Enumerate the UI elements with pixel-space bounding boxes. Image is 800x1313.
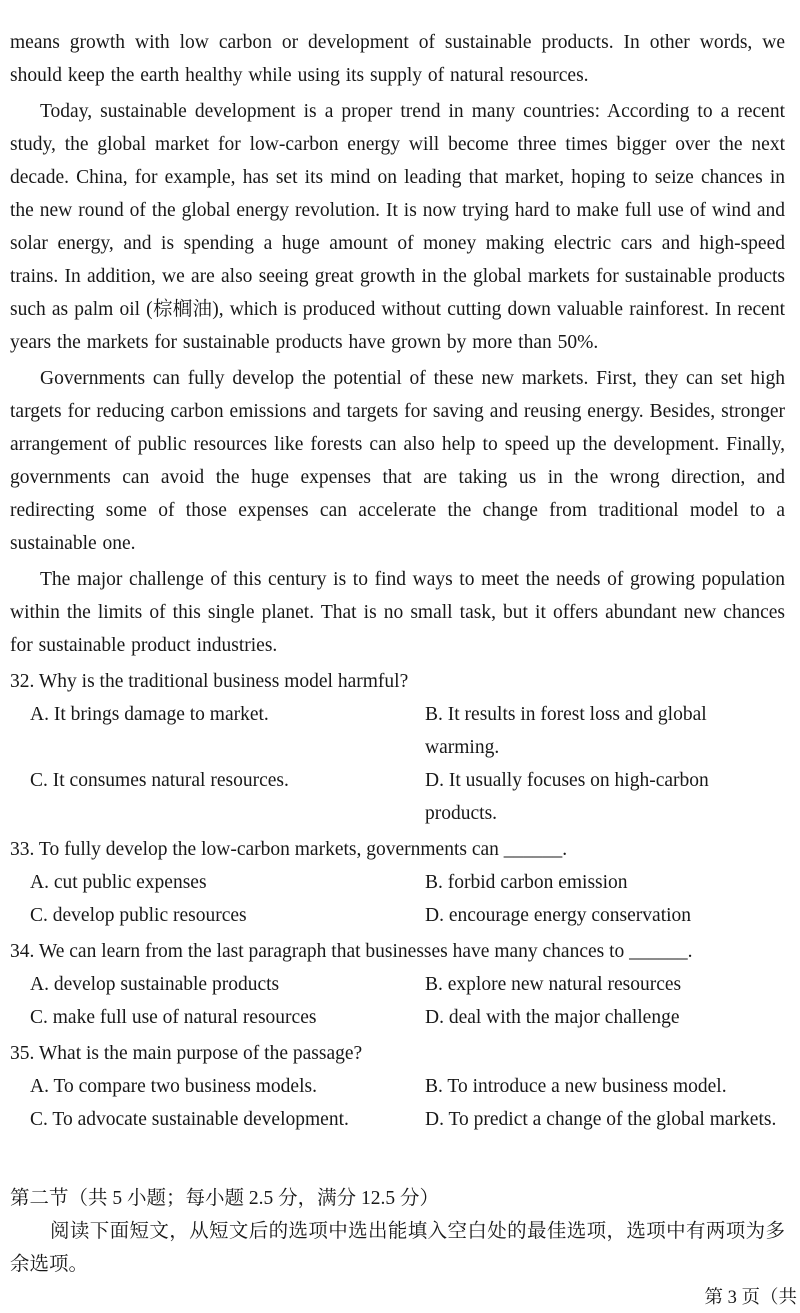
question-34-stem: 34. We can learn from the last paragraph that businesses have many chances to ______.	[10, 941, 693, 962]
passage-paragraph-2: Today, sustainable development is a proper trend in many countries: According to a recent study, the global market for low-carbon energy will become three times bigger over the next decade. China, for example, has set its mind on leading that market, hoping to seize chances in the new round of the global energy revolution. It is now trying hard to make full use of wind and solar energy, and is spending a huge amount of money making electric cars and high-speed trains. In addition, we are also seeing great growth in the global markets for sustainable products such as palm oil (棕榈油), which is produced without cutting down valuable rainforest. In recent years the markets for sustainable products have grown by more than 50%.	[10, 101, 785, 353]
passage-paragraph-4: The major challenge of this century is to find ways to meet the needs of growing population within the limits of this single planet. That is no small task, but it offers abundant new chances for sustainable product industries.	[10, 569, 785, 656]
question-32-option-b: B. It results in forest loss and global warming.	[425, 704, 707, 758]
question-32-stem: 32. Why is the traditional business model harmful?	[10, 671, 409, 692]
question-35	[10, 1037, 785, 1136]
question-32-option-c: C. It consumes natural resources.	[30, 770, 289, 791]
question-34	[10, 935, 785, 1034]
question-34-option-b: B. explore new natural resources	[425, 974, 682, 995]
section-2-instructions: 阅读下面短文，从短文后的选项中选出能填入空白处的最佳选项，选项中有两项为多余选项。	[10, 1221, 785, 1275]
question-32-option-a: A. It brings damage to market.	[30, 704, 269, 725]
question-32	[10, 665, 785, 830]
question-35-stem: 35. What is the main purpose of the passage?	[10, 1043, 363, 1064]
question-34-options	[10, 968, 785, 1034]
question-35-options	[10, 1070, 785, 1136]
question-33-option-c: C. develop public resources	[30, 905, 247, 926]
question-34-option-d: D. deal with the major challenge	[425, 1007, 680, 1028]
question-33-option-a: A. cut public expenses	[30, 872, 207, 893]
question-34-option-c: C. make full use of natural resources	[30, 1007, 317, 1028]
question-35-option-a: A. To compare two business models.	[30, 1076, 317, 1097]
passage-paragraph-1: means growth with low carbon or development of sustainable products. In other words, we should keep the earth healthy while using its supply of natural resources.	[10, 32, 785, 86]
question-33-stem: 33. To fully develop the low-carbon markets, governments can ______.	[10, 839, 568, 860]
question-35-option-b: B. To introduce a new business model.	[425, 1076, 727, 1097]
question-35-option-c: C. To advocate sustainable development.	[30, 1109, 349, 1130]
question-32-options	[10, 698, 785, 830]
question-34-option-a: A. develop sustainable products	[30, 974, 280, 995]
question-35-option-d: D. To predict a change of the global markets.	[425, 1109, 777, 1130]
section-2	[10, 1182, 785, 1281]
question-33-option-d: D. encourage energy conservation	[425, 905, 692, 926]
passage-paragraph-3: Governments can fully develop the potential of these new markets. First, they can set high targets for reducing carbon emissions and targets for saving and reusing energy. Besides, stronger arrangement of public resources like forests can also help to speed up the development. Finally, governments can avoid the huge expenses that are taking us in the wrong direction, and redirecting some of those expenses can accelerate the change from traditional model to a sustainable one.	[10, 368, 785, 554]
page-number-footer: 第 3 页（共	[704, 1288, 797, 1308]
section-2-heading: 第二节（共 5 小题；每小题 2.5 分，满分 12.5 分）	[10, 1188, 440, 1209]
question-33-option-b: B. forbid carbon emission	[425, 872, 628, 893]
question-32-option-d: D. It usually focuses on high-carbon products.	[425, 770, 709, 824]
question-33	[10, 833, 785, 932]
question-33-options	[10, 866, 785, 932]
